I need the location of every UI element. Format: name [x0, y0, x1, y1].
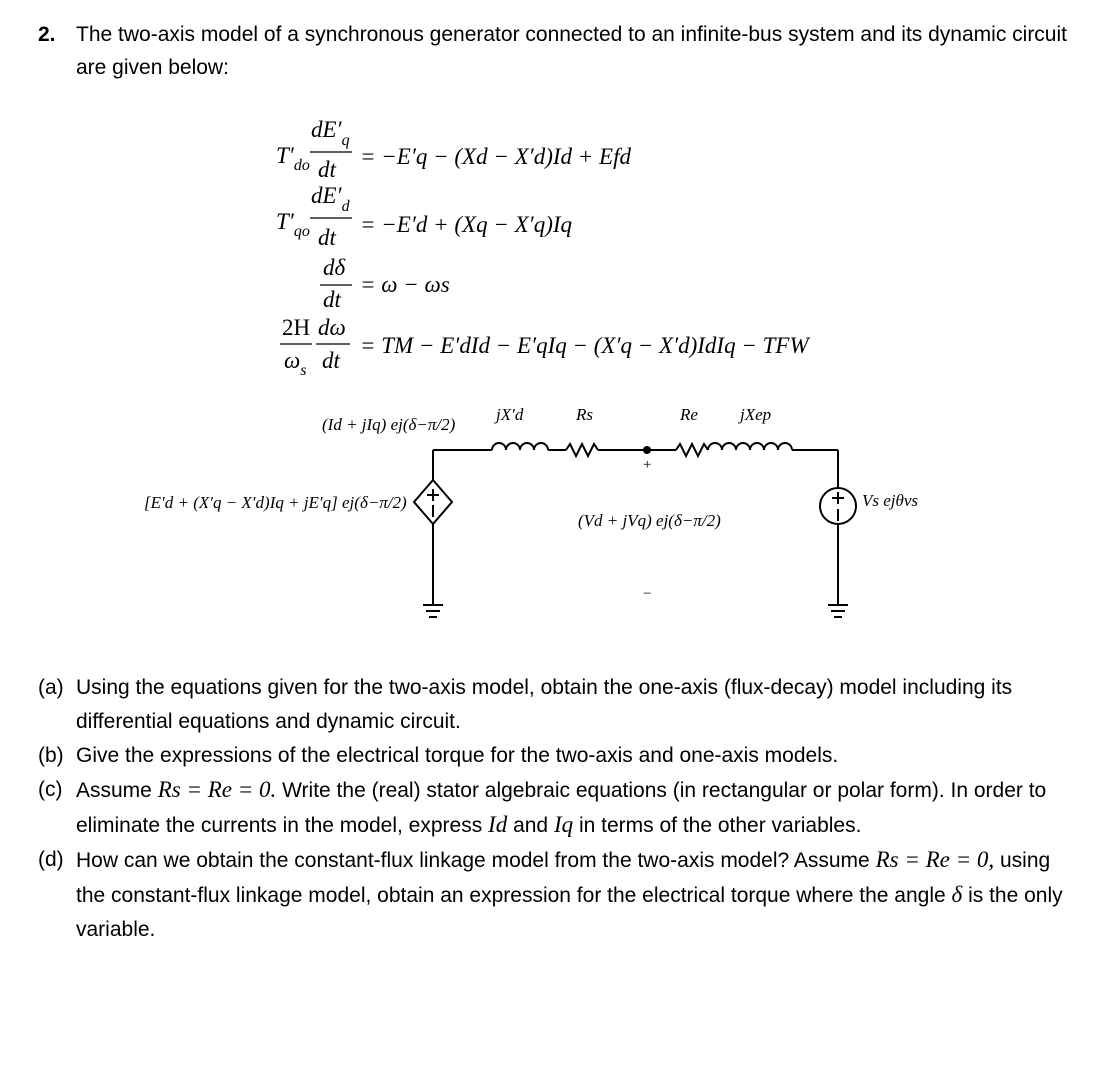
part-b-text: Give the expressions of the electrical torque for the two-axis and one-axis models. — [76, 744, 839, 767]
question-number: 2. — [38, 23, 56, 46]
svg-text:dt: dt — [323, 287, 341, 312]
eq1-rhs: = −E′q − (Xd − X′d)Id + Efd — [360, 144, 631, 169]
re-label: Re — [680, 405, 698, 424]
jxep-label: jXep — [740, 405, 772, 424]
terminal-minus-label: − — [643, 586, 652, 602]
part-d-label: (d) — [38, 848, 64, 871]
part-b — [38, 739, 1078, 773]
svg-text:dδ: dδ — [323, 255, 346, 280]
jxd-label: jX′d — [496, 405, 524, 424]
svg-text:ωs: $\omega_s$ — [284, 348, 307, 379]
part-a — [38, 671, 1078, 739]
eq2-rhs: = −E′d + (Xq − X′q)Iq — [360, 212, 573, 237]
inductor-jxd — [492, 443, 548, 450]
bus-voltage-label: Vs ejθvs — [862, 491, 919, 510]
part-a-text: Using the equations given for the two-axis model, obtain the one-axis (flux-decay) model including its differential equations and dynamic circuit. — [76, 676, 1013, 733]
svg-text:dt: dt — [322, 348, 340, 373]
svg-text:dE′d: $dE'_d$ — [311, 183, 350, 215]
part-a-label: (a) — [38, 676, 64, 699]
part-c-text-3: and — [513, 814, 549, 837]
svg-text:T′do: $T'_{do}$ — [276, 143, 310, 174]
part-c-text-2: Write the (real) stator algebraic equations (in rectangular or polar form). In order to eliminate the currents in the model, express — [76, 779, 1047, 837]
rs-label: Rs — [576, 405, 593, 424]
part-c-math-1: Rs = Re = 0. — [157, 777, 277, 802]
ground-right-icon — [828, 605, 848, 617]
part-d-text-1: How can we obtain the constant-flux linkage model from the two-axis model? Assume — [76, 849, 870, 872]
source-left-label: [E′d + (X′q − X′d)Iq + jE′q] ej(δ−π/2) — [144, 493, 407, 512]
terminal-plus-label: + — [643, 457, 652, 473]
part-c-math-2: Id — [488, 812, 508, 837]
dependent-source — [414, 480, 452, 524]
resistor-rs — [566, 444, 598, 456]
part-c-text-4: in terms of the other variables. — [578, 814, 862, 837]
terminal-node — [643, 446, 651, 454]
equation-1 — [276, 117, 631, 182]
question-stem: The two-axis model of a synchronous generator connected to an infinite-bus system and its dynamic circuit are given below: — [76, 23, 1067, 79]
svg-text:dω: dω — [318, 315, 346, 340]
infinite-bus-source — [820, 488, 856, 524]
current-label: (Id + jIq) ej(δ−π/2) — [322, 415, 456, 434]
part-c-text-1: Assume — [76, 779, 152, 802]
svg-text:dt: dt — [318, 157, 336, 182]
inductor-jxep — [708, 443, 792, 450]
part-d-math-1: Rs = Re = 0, — [875, 847, 995, 872]
eq4-rhs: = TM − E′dId − E′qIq − (X′q − X′d)IdIq − TFW — [360, 333, 809, 358]
equations-block — [0, 0, 1102, 400]
part-d-text-2: using the constant-flux linkage model, obtain an expression for the electrical torque where the angle — [76, 849, 1051, 907]
eq3-rhs: = ω − ωs — [360, 272, 450, 297]
part-c — [38, 773, 1078, 843]
part-c-label: (c) — [38, 778, 63, 801]
equation-3 — [320, 255, 450, 312]
equation-4 — [280, 315, 810, 379]
terminal-voltage-label: (Vd + jVq) ej(δ−π/2) — [578, 511, 721, 530]
sub-questions — [38, 671, 1078, 947]
ground-left-icon — [423, 605, 443, 617]
part-d — [38, 843, 1078, 947]
svg-text:dE′q: $dE'_q$ — [311, 117, 350, 149]
svg-text:T′qo: $T'_{qo}$ — [276, 209, 310, 240]
resistor-re — [676, 444, 708, 456]
dynamic-circuit — [0, 390, 1102, 650]
svg-text:dt: dt — [318, 225, 336, 250]
part-c-math-3: Iq — [553, 812, 574, 837]
svg-text:2H: 2H — [282, 315, 311, 340]
equation-2 — [276, 183, 572, 250]
part-b-label: (b) — [38, 744, 64, 767]
part-d-text-3: is the only variable. — [76, 884, 1063, 941]
part-d-math-2: δ — [951, 882, 963, 907]
